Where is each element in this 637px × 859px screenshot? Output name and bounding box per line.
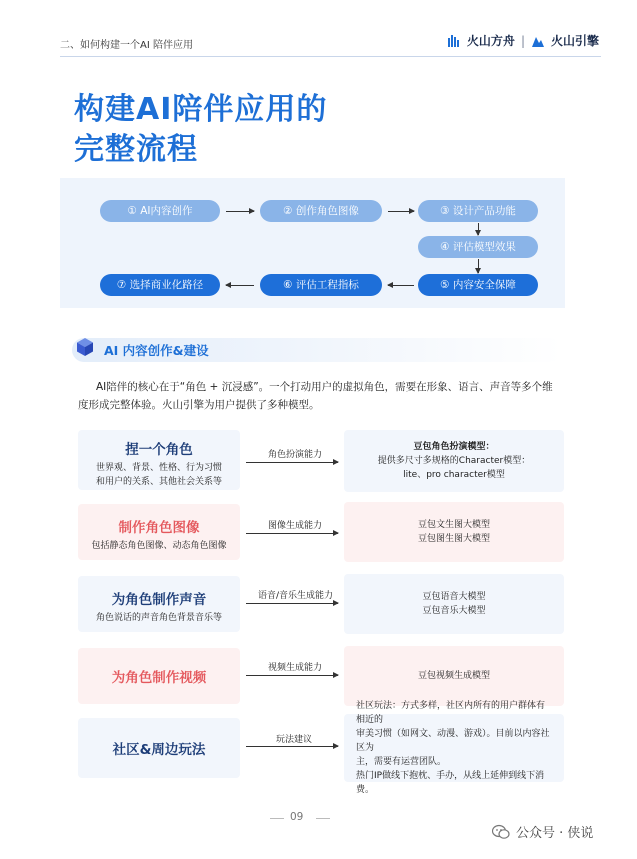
flow-step-5: ⑤ 内容安全保障: [418, 274, 538, 296]
logo-volcano-engine-text: 火山引擎: [550, 34, 599, 48]
volcano-ark-logo-icon: [447, 34, 461, 48]
community-suggestion-line1: 社区玩法：方式多样，社区内所有的用户群体有相近的: [356, 701, 546, 725]
header-section-label: 二、如何构建一个AI 陪伴应用: [60, 40, 193, 51]
flow-diagram: [60, 178, 565, 308]
flow-arrow-3-4: [478, 223, 479, 235]
image-model-line1: 豆包文生图大模型: [417, 520, 490, 530]
row-character-models: [344, 430, 564, 492]
row-image-card: [78, 504, 240, 560]
row-community-title: 社区&周边玩法: [112, 742, 206, 758]
row-character-title: 捏一个角色: [125, 442, 193, 458]
connector-arrow-image: [246, 533, 338, 534]
roleplay-model-heading: 豆包角色扮演模型：: [413, 442, 495, 452]
flow-step-4: ④ 评估模型效果: [418, 236, 538, 258]
row-community-card: [78, 718, 240, 778]
community-suggestion-line2: 审美习惯（如网文、动漫、游戏）。目前以内容社区为: [356, 729, 550, 753]
cube-icon: [74, 336, 96, 358]
page-number-rule-left: [270, 818, 284, 819]
roleplay-model-line3: lite、pro character模型: [403, 470, 505, 480]
row-character-desc: [78, 461, 240, 489]
video-model-line1: 豆包视频生成模型: [417, 671, 490, 681]
flow-arrow-2-3: [388, 211, 414, 212]
connector-label-roleplay: 角色扮演能力: [268, 450, 323, 460]
page-number: 09: [290, 811, 304, 823]
page-number-rule-right: [316, 818, 330, 819]
row-voice-desc: 角色说话的声音角色背景音乐等: [95, 613, 222, 623]
row-character-desc-line1: 世界观、背景、性格、行为习惯: [95, 463, 222, 473]
watermark-text: 公众号 · 侠说: [516, 826, 594, 841]
row-voice-models: [344, 574, 564, 634]
voice-model-line1: 豆包语音大模型: [422, 592, 486, 602]
logo-volcano-ark-text: 火山方舟: [466, 34, 515, 48]
flow-arrow-5-6: [388, 285, 414, 286]
connector-label-image: 图像生成能力: [268, 521, 323, 531]
image-model-line2: 豆包图生图大模型: [417, 534, 490, 544]
page-title-line1: 构建AI陪伴应用的: [74, 92, 328, 127]
connector-arrow-community: [246, 746, 338, 747]
flow-step-7: ⑦ 选择商业化路径: [100, 274, 220, 296]
volcano-engine-logo-icon: [531, 34, 545, 48]
brand-logos: [447, 32, 599, 49]
flow-step-2: ② 创作角色图像: [260, 200, 382, 222]
flow-step-1: ① AI内容创作: [100, 200, 220, 222]
row-character-card: [78, 430, 240, 490]
connector-arrow-voice: [246, 603, 338, 604]
flow-arrow-4-5: [478, 259, 479, 273]
logo-separator: |: [520, 33, 525, 48]
page-title: [74, 90, 327, 170]
row-community-suggestions: [344, 701, 564, 795]
connector-label-community: 玩法建议: [276, 735, 313, 745]
row-video-title: 为角色制作视频: [111, 670, 207, 686]
row-character-desc-line2: 和用户的关系、其他社会关系等: [95, 477, 222, 487]
connector-label-voice: 语音/音乐生成能力: [258, 591, 334, 601]
flow-step-6: ⑥ 评估工程指标: [260, 274, 382, 296]
wechat-icon: [492, 824, 510, 840]
wechat-watermark: [492, 822, 593, 841]
community-suggestion-line3: 主，需要有运营团队。: [356, 757, 447, 767]
connector-arrow-roleplay: [246, 462, 338, 463]
flow-step-3: ③ 设计产品功能: [418, 200, 538, 222]
row-image-desc: 包括静态角色图像、动态角色图像: [91, 541, 227, 551]
header-divider: [60, 56, 601, 57]
row-image-title: 制作角色图像: [118, 520, 200, 536]
flow-arrow-6-7: [226, 285, 254, 286]
row-video-models: [344, 646, 564, 706]
page-title-line2: 完整流程: [74, 132, 198, 167]
row-voice-card: [78, 576, 240, 632]
connector-arrow-video: [246, 675, 338, 676]
community-suggestion-line4: 热门IP做线下抱枕、手办，从线上延伸到线下消费。: [356, 771, 545, 795]
row-voice-title: 为角色制作声音: [111, 592, 207, 608]
voice-model-line2: 豆包音乐大模型: [422, 606, 486, 616]
roleplay-model-line2: 提供多尺寸多规格的Character模型：: [377, 456, 531, 466]
flow-arrow-1-2: [226, 211, 254, 212]
row-image-models: [344, 502, 564, 562]
section-title: AI 内容创作&建设: [104, 343, 209, 358]
row-video-card: [78, 648, 240, 704]
connector-label-video: 视频生成能力: [268, 663, 323, 673]
intro-paragraph: AI陪伴的核心在于“角色 + 沉浸感”。一个打动用户的虚拟角色，需要在形象、语言、声音等多个维度形成完整体验。火山引擎为用户提供了多种模型。: [78, 381, 553, 411]
